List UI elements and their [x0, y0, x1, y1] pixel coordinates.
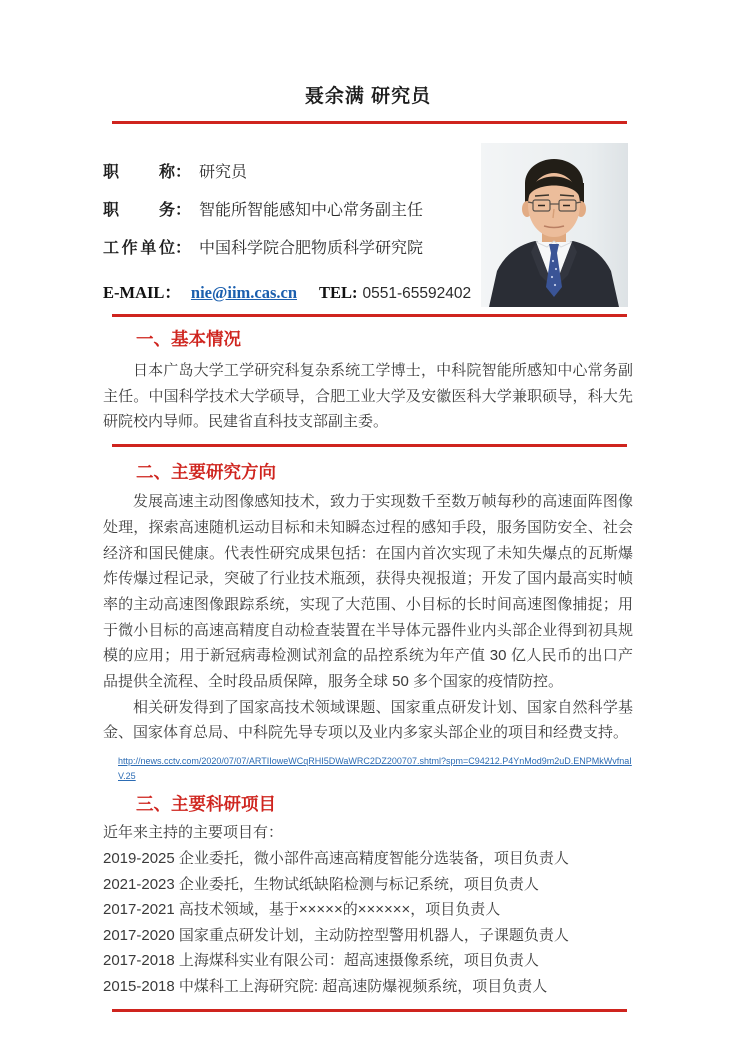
tel-label: TEL: [319, 283, 358, 302]
email-link[interactable]: nie@iim.cas.cn [190, 283, 298, 302]
field-label-title: 职称 [103, 164, 175, 181]
field-colon: ： [175, 202, 192, 219]
field-value-position: 智能所智能感知中心常务副主任 [199, 202, 424, 219]
project-item: 2015-2018 中煤科工上海研究院: 超高速防爆视频系统，项目负责人 [103, 977, 548, 995]
footer-rule [112, 1009, 627, 1012]
portrait-photo-graphic [481, 143, 628, 307]
projects-intro: 近年来主持的主要项目有： [103, 824, 284, 842]
research-paragraph-2: 相关研发得到了国家高技术领域课题、国家重点研发计划、国家自然科学基金、国家体育总局、中科院先导专项以及业内多家头部企业的项目和经费支持。 [103, 698, 633, 742]
project-item: 2017-2020 国家重点研发计划，主动防控型警用机器人，子课题负责人 [103, 926, 569, 944]
field-colon: ： [175, 240, 192, 257]
tel-value: 0551-65592402 [362, 285, 472, 302]
section-heading-basic-info: 一、基本情况 [136, 329, 241, 349]
field-colon: ： [175, 164, 192, 181]
field-value-title: 研究员 [199, 164, 248, 181]
news-link-row [118, 753, 633, 783]
email-label: E-MAIL： [103, 283, 181, 302]
research-paragraph-1: 发展高速主动图像感知技术，致力于实现数千至数万帧每秒的高速面阵图像处理，探索高速随机运动目标和未知瞬态过程的感知手段，服务国防安全、社会经济和国民健康。代表性研究成果包括：在国内首次实现了未知失爆点的瓦斯爆炸传爆过程记录，突破了行业技术瓶颈，获得央视报道；开发了国内最高实时帧率的主动高速图像跟踪系统，实现了大范围、小目标的长时间高速图像捕捉；用于微小目标的高速高精度自动检查装置在半导体元器件业内头部企业得到初具规模的应用；用于新冠病毒检测试剂盒的品控系统为年产值 30 亿人民币的出口产品提供全流程、全时段品质保障，服务全球 50 多个国家的疫情防控。 [103, 493, 633, 691]
section-divider-rule [112, 444, 627, 447]
field-value-employer: 中国科学院合肥物质科学研究院 [199, 240, 424, 257]
basic-info-paragraph: 日本广岛大学工学研究科复杂系统工学博士，中科院智能所感知中心常务副主任。中国科学技术大学硕导，合肥工业大学及安徽医科大学兼职硕导，科大先研院校内导师。民建省直科技支部副主委。 [103, 362, 633, 431]
project-item: 2021-2023 企业委托，生物试纸缺陷检测与标记系统，项目负责人 [103, 875, 539, 893]
section-divider-rule [112, 314, 627, 317]
field-label-position: 职务 [103, 202, 175, 219]
section-heading-research-directions: 二、主要研究方向 [136, 462, 276, 483]
field-label-employer: 工作单位 [103, 240, 175, 257]
project-item: 2019-2025 企业委托，微小部件高速高精度智能分选装备，项目负责人 [103, 850, 569, 868]
portrait-photo [481, 143, 628, 307]
cctv-news-link[interactable]: http://news.cctv.com/2020/07/07/ARTIIoweWCqRHI5DWaWRC2DZ200707.shtml?spm=C94212.P4YnMod9m2uD.ENPMkWvfnaIV.25 [118, 756, 632, 782]
page-title: 聂余满 研究员 [304, 86, 432, 107]
project-item: 2017-2021 高技术领域，基于×××××的××××××，项目负责人 [103, 901, 501, 919]
section-heading-projects: 三、主要科研项目 [136, 794, 276, 815]
project-item: 2017-2018 上海煤科实业有限公司：超高速摄像系统，项目负责人 [103, 952, 539, 970]
